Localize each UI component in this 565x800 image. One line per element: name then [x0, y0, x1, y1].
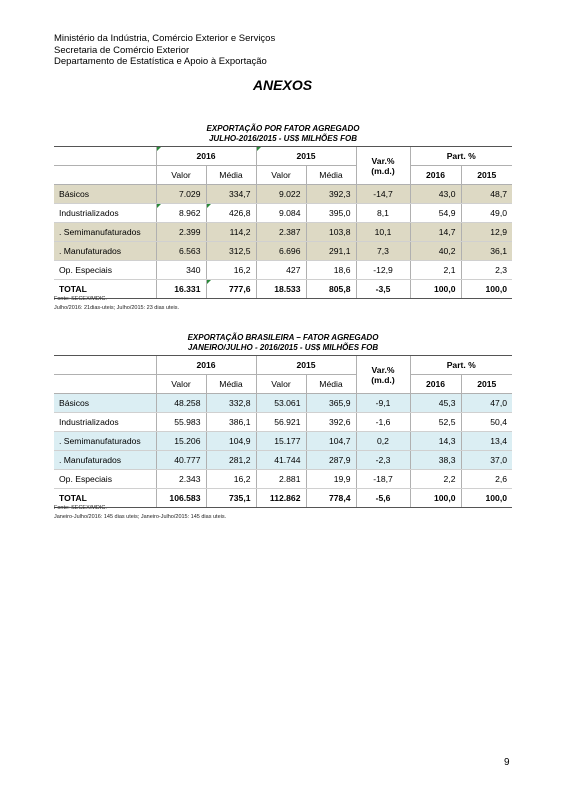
cell-part-2015: 36,1: [461, 242, 512, 261]
cell-part-2016: 14,3: [410, 432, 461, 451]
cell-var: -18,7: [356, 470, 410, 489]
cell-part-2015: 2,6: [461, 470, 512, 489]
row-label: Industrializados: [54, 204, 156, 223]
table1-var-label: Var.%: [371, 155, 395, 166]
cell-media-2015: 291,1: [306, 242, 356, 261]
table-row: [54, 204, 512, 223]
cell-var: -12,9: [356, 261, 410, 280]
table-row: [54, 223, 512, 242]
table2-title: [54, 333, 512, 353]
table2-var-sub: (m.d.): [371, 374, 395, 385]
table2-part-2016: 2016: [410, 375, 461, 394]
cell-media-2015: 392,3: [306, 185, 356, 204]
table2-source: Fonte: SECEX/MDIC.: [54, 505, 107, 511]
table2-year-2016-header: 2016: [156, 356, 256, 375]
cell-part-2015: 2,3: [461, 261, 512, 280]
table2-title-line2: JANEIRO/JULHO - 2016/2015 - US$ MILHÕES FOB: [187, 343, 379, 352]
table1-year-2015-header: 2015: [256, 147, 356, 166]
cell-valor-2015: 15.177: [256, 432, 306, 451]
cell-media-2015: 778,4: [306, 489, 356, 508]
cell-valor-2015: 9.022: [256, 185, 306, 204]
table2-part-2015: 2015: [461, 375, 512, 394]
ministry-name: Ministério da Indústria, Comércio Exterior e Serviços: [54, 33, 276, 44]
cell-var: 7,3: [356, 242, 410, 261]
cell-var: -1,6: [356, 413, 410, 432]
cell-part-2015: 48,7: [461, 185, 512, 204]
table-row: [54, 432, 512, 451]
table1-var-header: [356, 147, 410, 185]
cell-var: -3,5: [356, 280, 410, 299]
cell-var: 10,1: [356, 223, 410, 242]
cell-part-2016: 2,1: [410, 261, 461, 280]
cell-part-2015: 12,9: [461, 223, 512, 242]
cell-media-2015: 104,7: [306, 432, 356, 451]
cell-var: -2,3: [356, 451, 410, 470]
table1-media-2016: Média: [206, 166, 256, 185]
row-label: Op. Especiais: [54, 470, 156, 489]
table2-var-header: [356, 356, 410, 394]
cell-media-2016: 334,7: [206, 185, 256, 204]
cell-valor-2016: 340: [156, 261, 206, 280]
table1-part-2015: 2015: [461, 166, 512, 185]
cell-valor-2015: 18.533: [256, 280, 306, 299]
cell-var: 8,1: [356, 204, 410, 223]
table-row: [54, 242, 512, 261]
secretariat-name: Secretaria de Comércio Exterior: [54, 44, 190, 56]
annex-title: ANEXOS: [252, 77, 313, 93]
cell-media-2015: 18,6: [306, 261, 356, 280]
cell-media-2016: 312,5: [206, 242, 256, 261]
table1-var-sub: (m.d.): [371, 165, 395, 176]
cell-valor-2015: 112.862: [256, 489, 306, 508]
cell-part-2015: 49,0: [461, 204, 512, 223]
cell-valor-2016: 2.399: [156, 223, 206, 242]
table1-year-2016-header: 2016: [156, 147, 256, 166]
table-row: [54, 394, 512, 413]
table-row: [54, 470, 512, 489]
cell-part-2015: 100,0: [461, 489, 512, 508]
cell-part-2016: 40,2: [410, 242, 461, 261]
row-label: . Semimanufaturados: [54, 223, 156, 242]
table1-title-line2: JULHO-2016/2015 - US$ MILHÕES FOB: [208, 134, 358, 143]
cell-media-2016: 114,2: [206, 223, 256, 242]
table-row: [54, 413, 512, 432]
cell-valor-2015: 427: [256, 261, 306, 280]
table-row: [54, 261, 512, 280]
cell-valor-2016: 7.029: [156, 185, 206, 204]
cell-valor-2016: 2.343: [156, 470, 206, 489]
table2-year-2015-header: 2015: [256, 356, 356, 375]
cell-valor-2016: 55.983: [156, 413, 206, 432]
cell-media-2016: 386,1: [206, 413, 256, 432]
cell-media-2016: 104,9: [206, 432, 256, 451]
row-label: Industrializados: [54, 413, 156, 432]
cell-var: -5,6: [356, 489, 410, 508]
table1-valor-2015: Valor: [256, 166, 306, 185]
row-label: TOTAL: [54, 280, 156, 299]
cell-valor-2016: 40.777: [156, 451, 206, 470]
cell-media-2016: 281,2: [206, 451, 256, 470]
cell-part-2015: 100,0: [461, 280, 512, 299]
cell-part-2016: 54,9: [410, 204, 461, 223]
cell-part-2016: 100,0: [410, 280, 461, 299]
cell-var: -14,7: [356, 185, 410, 204]
table2-media-2015: Média: [306, 375, 356, 394]
table2-footnote: Janeiro-Julho/2016: 145 dias uteis; Janeiro-Julho/2015: 145 dias uteis.: [54, 514, 227, 520]
cell-part-2016: 52,5: [410, 413, 461, 432]
cell-valor-2015: 9.084: [256, 204, 306, 223]
cell-media-2015: 365,9: [306, 394, 356, 413]
row-label: Básicos: [54, 394, 156, 413]
table2-valor-2015: Valor: [256, 375, 306, 394]
department-name: Departamento de Estatística e Apoio à Exportação: [54, 56, 267, 67]
cell-media-2015: 395,0: [306, 204, 356, 223]
cell-media-2015: 805,8: [306, 280, 356, 299]
table-row: [54, 185, 512, 204]
page-number: 9: [504, 757, 510, 768]
cell-media-2016: 426,8: [206, 204, 256, 223]
cell-valor-2015: 2.387: [256, 223, 306, 242]
table2: [54, 355, 512, 508]
cell-valor-2016: 16.331: [156, 280, 206, 299]
cell-media-2016: 16,2: [206, 470, 256, 489]
table2-notes: [54, 504, 226, 522]
table1: [54, 146, 512, 299]
cell-media-2015: 287,9: [306, 451, 356, 470]
table1-valor-2016: Valor: [156, 166, 206, 185]
table1-notes: [54, 295, 179, 313]
cell-part-2015: 37,0: [461, 451, 512, 470]
table1-part-2016: 2016: [410, 166, 461, 185]
table1-title: [54, 124, 512, 144]
cell-valor-2015: 56.921: [256, 413, 306, 432]
row-label: . Semimanufaturados: [54, 432, 156, 451]
table1-footnote: Julho/2016: 21dias-uteis; Julho/2015: 23 dias uteis.: [54, 305, 180, 311]
cell-part-2015: 50,4: [461, 413, 512, 432]
table2-part-header: Part. %: [410, 356, 512, 375]
row-label: . Manufaturados: [54, 242, 156, 261]
cell-valor-2015: 2.881: [256, 470, 306, 489]
document-header: [54, 33, 275, 68]
cell-media-2016: 16,2: [206, 261, 256, 280]
cell-valor-2016: 6.563: [156, 242, 206, 261]
cell-part-2015: 47,0: [461, 394, 512, 413]
row-label: Básicos: [54, 185, 156, 204]
cell-part-2016: 45,3: [410, 394, 461, 413]
table1-source: Fonte: SECEX/MDIC.: [54, 296, 107, 302]
cell-part-2015: 13,4: [461, 432, 512, 451]
table2-media-2016: Média: [206, 375, 256, 394]
table-row: [54, 451, 512, 470]
cell-media-2015: 392,6: [306, 413, 356, 432]
cell-valor-2016: 15.206: [156, 432, 206, 451]
table1-title-line1: EXPORTAÇÃO POR FATOR AGREGADO: [206, 124, 360, 133]
cell-valor-2016: 48.258: [156, 394, 206, 413]
cell-media-2016: 332,8: [206, 394, 256, 413]
cell-valor-2016: 8.962: [156, 204, 206, 223]
cell-part-2016: 14,7: [410, 223, 461, 242]
cell-media-2016: 735,1: [206, 489, 256, 508]
cell-valor-2015: 53.061: [256, 394, 306, 413]
cell-var: -9,1: [356, 394, 410, 413]
cell-part-2016: 100,0: [410, 489, 461, 508]
cell-media-2015: 103,8: [306, 223, 356, 242]
cell-part-2016: 2,2: [410, 470, 461, 489]
cell-media-2016: 777,6: [206, 280, 256, 299]
table2-var-label: Var.%: [371, 364, 395, 375]
table1-media-2015: Média: [306, 166, 356, 185]
cell-valor-2016: 106.583: [156, 489, 206, 508]
table2-valor-2016: Valor: [156, 375, 206, 394]
cell-media-2015: 19,9: [306, 470, 356, 489]
row-label: . Manufaturados: [54, 451, 156, 470]
row-label: Op. Especiais: [54, 261, 156, 280]
row-label: TOTAL: [54, 489, 156, 508]
table1-part-header: Part. %: [410, 147, 512, 166]
cell-part-2016: 43,0: [410, 185, 461, 204]
cell-valor-2015: 6.696: [256, 242, 306, 261]
cell-var: 0,2: [356, 432, 410, 451]
table2-title-line1: EXPORTAÇÃO BRASILEIRA – FATOR AGREGADO: [187, 333, 379, 342]
cell-valor-2015: 41.744: [256, 451, 306, 470]
cell-part-2016: 38,3: [410, 451, 461, 470]
